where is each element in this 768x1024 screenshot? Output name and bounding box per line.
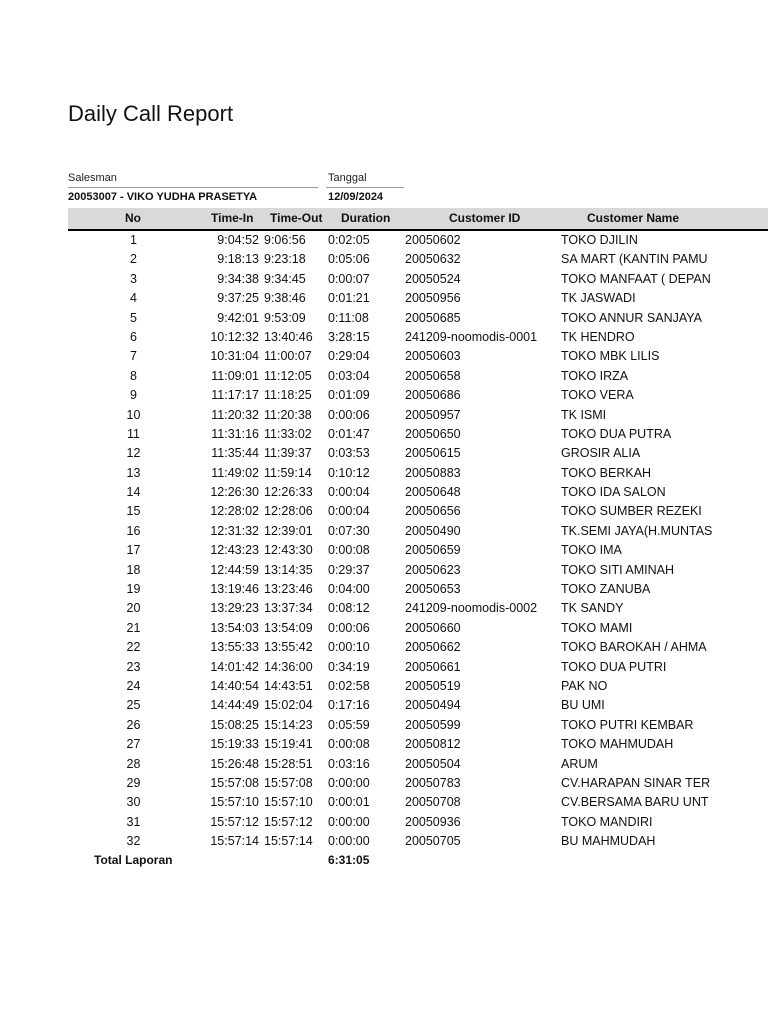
cell-duration: 0:00:10	[328, 640, 370, 655]
header-time-in: Time-In	[211, 211, 254, 225]
cell-no: 16	[126, 523, 141, 538]
cell-time-out: 13:23:46	[264, 582, 313, 597]
cell-customer-id: 20050660	[405, 620, 461, 635]
table-row	[68, 542, 768, 561]
cell-time-out: 12:28:06	[264, 504, 313, 519]
cell-duration: 0:11:08	[328, 310, 369, 325]
cell-no: 15	[126, 504, 141, 519]
cell-time-in: 9:34:38	[217, 271, 259, 286]
cell-time-out: 15:28:51	[264, 756, 313, 771]
cell-customer-name: TK ISMI	[561, 407, 607, 422]
cell-no: 11	[127, 426, 140, 441]
cell-duration: 0:29:04	[328, 349, 370, 364]
cell-customer-name: TOKO MBK LILIS	[561, 349, 660, 364]
cell-customer-id: 20050662	[405, 640, 461, 655]
cell-no: 7	[130, 349, 137, 364]
cell-time-out: 13:54:09	[264, 620, 313, 635]
table-row	[68, 523, 768, 542]
cell-customer-id: 20050656	[405, 504, 461, 519]
cell-customer-id: 20050957	[405, 407, 461, 422]
cell-customer-name: CV.HARAPAN SINAR TER	[561, 775, 711, 790]
cell-customer-id: 20050504	[405, 756, 461, 771]
table-row	[68, 271, 768, 290]
cell-customer-name: TOKO SUMBER REZEKI	[561, 504, 702, 519]
cell-duration: 0:01:21	[328, 291, 370, 306]
cell-duration: 0:05:59	[328, 717, 370, 732]
cell-time-in: 9:18:13	[217, 252, 259, 267]
cell-time-out: 9:38:46	[264, 291, 306, 306]
header-duration: Duration	[341, 211, 391, 225]
cell-customer-id: 20050490	[405, 523, 461, 538]
cell-customer-id: 20050705	[405, 834, 461, 849]
cell-duration: 0:29:37	[328, 562, 370, 577]
cell-customer-name: PAK NO	[561, 678, 608, 693]
cell-customer-name: TOKO PUTRI KEMBAR	[561, 717, 694, 732]
header-no: No	[125, 211, 141, 225]
cell-customer-id: 20050936	[405, 814, 461, 829]
cell-time-in: 15:57:12	[210, 814, 259, 829]
cell-time-in: 15:08:25	[210, 717, 259, 732]
cell-time-out: 13:37:34	[264, 601, 313, 616]
cell-duration: 0:01:47	[328, 426, 370, 441]
total-value: 6:31:05	[328, 853, 370, 867]
cell-duration: 0:00:08	[328, 737, 370, 752]
cell-no: 14	[126, 485, 141, 500]
table-row	[68, 697, 768, 716]
page-title: Daily Call Report	[68, 101, 234, 126]
cell-no: 19	[126, 582, 141, 597]
cell-time-out: 13:14:35	[264, 562, 313, 577]
header-customer-id: Customer ID	[449, 211, 521, 225]
cell-no: 26	[126, 717, 141, 732]
cell-time-in: 14:44:49	[210, 698, 259, 713]
cell-customer-name: TOKO SITI AMINAH	[561, 562, 674, 577]
cell-customer-name: TOKO MAMI	[561, 620, 633, 635]
table-row	[68, 600, 768, 619]
cell-duration: 0:00:08	[328, 543, 370, 558]
cell-customer-name: TOKO BAROKAH / AHMA	[561, 640, 707, 655]
cell-no: 5	[130, 310, 137, 325]
table-row	[68, 484, 768, 503]
cell-time-in: 15:57:14	[210, 834, 259, 849]
cell-duration: 0:03:53	[328, 446, 370, 461]
header-customer-name: Customer Name	[587, 211, 680, 225]
cell-time-in: 11:17:17	[211, 388, 259, 403]
cell-time-in: 14:01:42	[210, 659, 259, 674]
cell-time-out: 11:12:05	[264, 368, 312, 383]
table-row	[68, 717, 768, 736]
cell-customer-name: TOKO IDA SALON	[561, 485, 666, 500]
cell-no: 12	[126, 446, 141, 461]
table-row	[68, 465, 768, 484]
cell-time-out: 15:57:08	[264, 775, 313, 790]
cell-no: 10	[126, 407, 141, 422]
cell-customer-id: 20050653	[405, 582, 461, 597]
cell-time-in: 12:28:02	[210, 504, 259, 519]
cell-no: 23	[126, 659, 141, 674]
cell-customer-id: 20050812	[405, 737, 461, 752]
cell-no: 6	[130, 329, 137, 344]
cell-no: 28	[126, 756, 141, 771]
cell-time-in: 12:43:23	[210, 543, 259, 558]
cell-no: 17	[126, 543, 141, 558]
cell-no: 3	[130, 271, 137, 286]
cell-customer-name: TK HENDRO	[561, 329, 635, 344]
cell-customer-name: TK JASWADI	[561, 291, 636, 306]
cell-time-in: 12:26:30	[210, 485, 259, 500]
cell-no: 31	[126, 814, 141, 829]
cell-no: 21	[126, 620, 141, 635]
cell-customer-id: 20050658	[405, 368, 461, 383]
cell-no: 8	[130, 368, 137, 383]
cell-duration: 0:00:06	[328, 620, 370, 635]
cell-no: 32	[126, 834, 141, 849]
cell-time-out: 14:36:00	[264, 659, 313, 674]
cell-duration: 0:07:30	[328, 523, 370, 538]
cell-time-in: 9:37:25	[217, 291, 259, 306]
header-time-out: Time-Out	[270, 211, 323, 225]
cell-time-in: 15:57:10	[210, 795, 259, 810]
cell-duration: 0:04:00	[328, 582, 370, 597]
cell-duration: 0:00:04	[328, 504, 370, 519]
table-row	[68, 426, 768, 445]
cell-time-out: 11:20:38	[264, 407, 312, 422]
cell-customer-id: 20050623	[405, 562, 461, 577]
cell-customer-id: 20050603	[405, 349, 461, 364]
cell-customer-id: 20050685	[405, 310, 461, 325]
cell-customer-id: 241209-noomodis-0002	[405, 601, 538, 616]
cell-no: 2	[130, 252, 137, 267]
cell-customer-name: TOKO IRZA	[561, 368, 629, 383]
salesman-label: Salesman	[68, 172, 117, 184]
cell-duration: 0:01:09	[328, 388, 370, 403]
cell-customer-name: TOKO VERA	[561, 388, 634, 403]
table-row	[68, 348, 768, 367]
cell-customer-id: 241209-noomodis-0001	[405, 329, 538, 344]
cell-customer-id: 20050648	[405, 485, 461, 500]
cell-time-in: 15:26:48	[210, 756, 259, 771]
tanggal-label: Tanggal	[328, 172, 367, 184]
cell-time-out: 11:18:25	[264, 388, 312, 403]
cell-customer-id: 20050650	[405, 426, 461, 441]
table-row	[68, 387, 768, 406]
cell-time-in: 13:54:03	[210, 620, 259, 635]
salesman-rule	[68, 187, 318, 188]
cell-time-out: 13:55:42	[264, 640, 313, 655]
cell-no: 20	[126, 601, 141, 616]
cell-no: 27	[126, 737, 141, 752]
cell-time-in: 11:09:01	[211, 368, 259, 383]
table-row	[68, 368, 768, 387]
table-row	[68, 581, 768, 600]
cell-customer-id: 20050519	[405, 678, 461, 693]
table-row	[68, 659, 768, 678]
cell-customer-name: TOKO DUA PUTRI	[561, 659, 667, 674]
cell-time-out: 12:39:01	[264, 523, 313, 538]
cell-no: 1	[130, 233, 137, 247]
cell-duration: 0:05:06	[328, 252, 370, 267]
table-row	[68, 775, 768, 794]
cell-customer-id: 20050661	[405, 659, 461, 674]
cell-time-in: 9:04:52	[217, 233, 259, 247]
cell-customer-id: 20050632	[405, 252, 461, 267]
cell-time-in: 12:44:59	[210, 562, 259, 577]
cell-time-out: 13:40:46	[264, 329, 313, 344]
cell-customer-name: TOKO MANDIRI	[561, 814, 653, 829]
cell-customer-name: TOKO ZANUBA	[561, 582, 651, 597]
cell-time-in: 11:49:02	[211, 465, 259, 480]
cell-time-in: 13:19:46	[210, 582, 259, 597]
cell-time-in: 11:20:32	[211, 407, 259, 422]
cell-customer-name: TOKO BERKAH	[561, 465, 652, 480]
table-row	[68, 232, 768, 251]
cell-duration: 0:10:12	[328, 465, 370, 480]
cell-time-out: 15:02:04	[264, 698, 313, 713]
cell-time-in: 15:57:08	[210, 775, 259, 790]
cell-customer-name: CV.BERSAMA BARU UNT	[561, 795, 709, 810]
cell-time-in: 13:29:23	[210, 601, 259, 616]
cell-no: 29	[126, 775, 141, 790]
table-row	[68, 678, 768, 697]
cell-customer-id: 20050524	[405, 271, 461, 286]
cell-no: 30	[126, 795, 141, 810]
total-label: Total Laporan	[94, 853, 173, 867]
cell-time-out: 11:59:14	[264, 465, 312, 480]
cell-duration: 0:00:07	[328, 271, 370, 286]
cell-duration: 0:02:05	[328, 233, 370, 247]
cell-time-out: 15:19:41	[264, 737, 313, 752]
cell-customer-id: 20050708	[405, 795, 461, 810]
cell-customer-id: 20050686	[405, 388, 461, 403]
tanggal-value: 12/09/2024	[328, 191, 384, 203]
cell-customer-name: TK.SEMI JAYA(H.MUNTAS	[561, 523, 713, 538]
table-row	[68, 562, 768, 581]
table-row	[68, 814, 768, 833]
table-row	[68, 794, 768, 813]
table-row	[68, 329, 768, 348]
cell-no: 22	[126, 640, 141, 655]
table-body	[68, 232, 768, 853]
cell-time-out: 11:33:02	[264, 426, 312, 441]
cell-customer-name: TOKO MANFAAT ( DEPAN	[561, 271, 711, 286]
cell-no: 18	[126, 562, 141, 577]
cell-time-out: 15:57:12	[264, 814, 313, 829]
cell-time-in: 10:12:32	[210, 329, 259, 344]
table-row	[68, 833, 768, 852]
table-row	[68, 639, 768, 658]
cell-customer-name: TK SANDY	[561, 601, 624, 616]
cell-time-out: 9:53:09	[264, 310, 306, 325]
table-row	[68, 756, 768, 775]
cell-customer-id: 20050494	[405, 698, 461, 713]
cell-duration: 0:02:58	[328, 678, 370, 693]
cell-customer-name: TOKO DUA PUTRA	[561, 426, 672, 441]
cell-no: 25	[126, 698, 141, 713]
cell-no: 4	[130, 291, 137, 306]
cell-duration: 3:28:15	[328, 329, 370, 344]
table-header	[68, 208, 768, 231]
salesman-value: 20053007 - VIKO YUDHA PRASETYA	[68, 191, 258, 203]
cell-time-out: 12:26:33	[264, 485, 313, 500]
table-row	[68, 251, 768, 270]
table-row	[68, 503, 768, 522]
table-row	[68, 310, 768, 329]
cell-time-out: 15:57:14	[264, 834, 313, 849]
cell-customer-name: SA MART (KANTIN PAMU	[561, 252, 708, 267]
cell-time-out: 11:39:37	[264, 446, 312, 461]
cell-customer-id: 20050659	[405, 543, 461, 558]
cell-customer-id: 20050602	[405, 233, 461, 247]
cell-time-out: 15:14:23	[264, 717, 313, 732]
cell-time-out: 12:43:30	[264, 543, 313, 558]
cell-customer-id: 20050883	[405, 465, 461, 480]
cell-time-out: 9:06:56	[264, 233, 306, 247]
cell-customer-id: 20050783	[405, 775, 461, 790]
cell-customer-id: 20050956	[405, 291, 461, 306]
cell-duration: 0:00:00	[328, 834, 370, 849]
table-row	[68, 620, 768, 639]
cell-time-in: 14:40:54	[210, 678, 259, 693]
cell-no: 9	[130, 388, 137, 403]
cell-time-in: 12:31:32	[210, 523, 259, 538]
cell-customer-id: 20050615	[405, 446, 461, 461]
cell-duration: 0:34:19	[328, 659, 370, 674]
cell-duration: 0:03:04	[328, 368, 370, 383]
tanggal-rule	[326, 187, 404, 188]
cell-duration: 0:00:00	[328, 814, 370, 829]
cell-customer-name: TOKO IMA	[561, 543, 622, 558]
cell-duration: 0:17:16	[328, 698, 370, 713]
cell-customer-name: ARUM	[561, 756, 598, 771]
cell-customer-name: TOKO ANNUR SANJAYA	[561, 310, 703, 325]
cell-time-in: 9:42:01	[217, 310, 259, 325]
cell-customer-name: GROSIR ALIA	[561, 446, 641, 461]
cell-customer-name: TOKO MAHMUDAH	[561, 737, 674, 752]
cell-duration: 0:00:04	[328, 485, 370, 500]
cell-duration: 0:00:01	[328, 795, 370, 810]
cell-customer-name: TOKO DJILIN	[561, 233, 638, 247]
cell-time-out: 15:57:10	[264, 795, 313, 810]
cell-no: 24	[126, 678, 141, 693]
cell-customer-name: BU MAHMUDAH	[561, 834, 656, 849]
cell-time-out: 14:43:51	[264, 678, 313, 693]
cell-customer-id: 20050599	[405, 717, 461, 732]
cell-time-in: 15:19:33	[210, 737, 259, 752]
cell-duration: 0:00:06	[328, 407, 370, 422]
cell-time-out: 9:34:45	[264, 271, 306, 286]
table-row	[68, 736, 768, 755]
table-row	[68, 290, 768, 309]
cell-time-in: 11:35:44	[211, 446, 259, 461]
cell-time-out: 9:23:18	[264, 252, 306, 267]
table-row	[68, 445, 768, 464]
cell-duration: 0:03:16	[328, 756, 370, 771]
cell-time-in: 11:31:16	[211, 426, 259, 441]
cell-duration: 0:08:12	[328, 601, 370, 616]
cell-time-in: 13:55:33	[210, 640, 259, 655]
cell-customer-name: BU UMI	[561, 698, 605, 713]
table-row	[68, 407, 768, 426]
cell-duration: 0:00:00	[328, 775, 370, 790]
cell-no: 13	[126, 465, 141, 480]
cell-time-in: 10:31:04	[210, 349, 259, 364]
cell-time-out: 11:00:07	[264, 349, 312, 364]
